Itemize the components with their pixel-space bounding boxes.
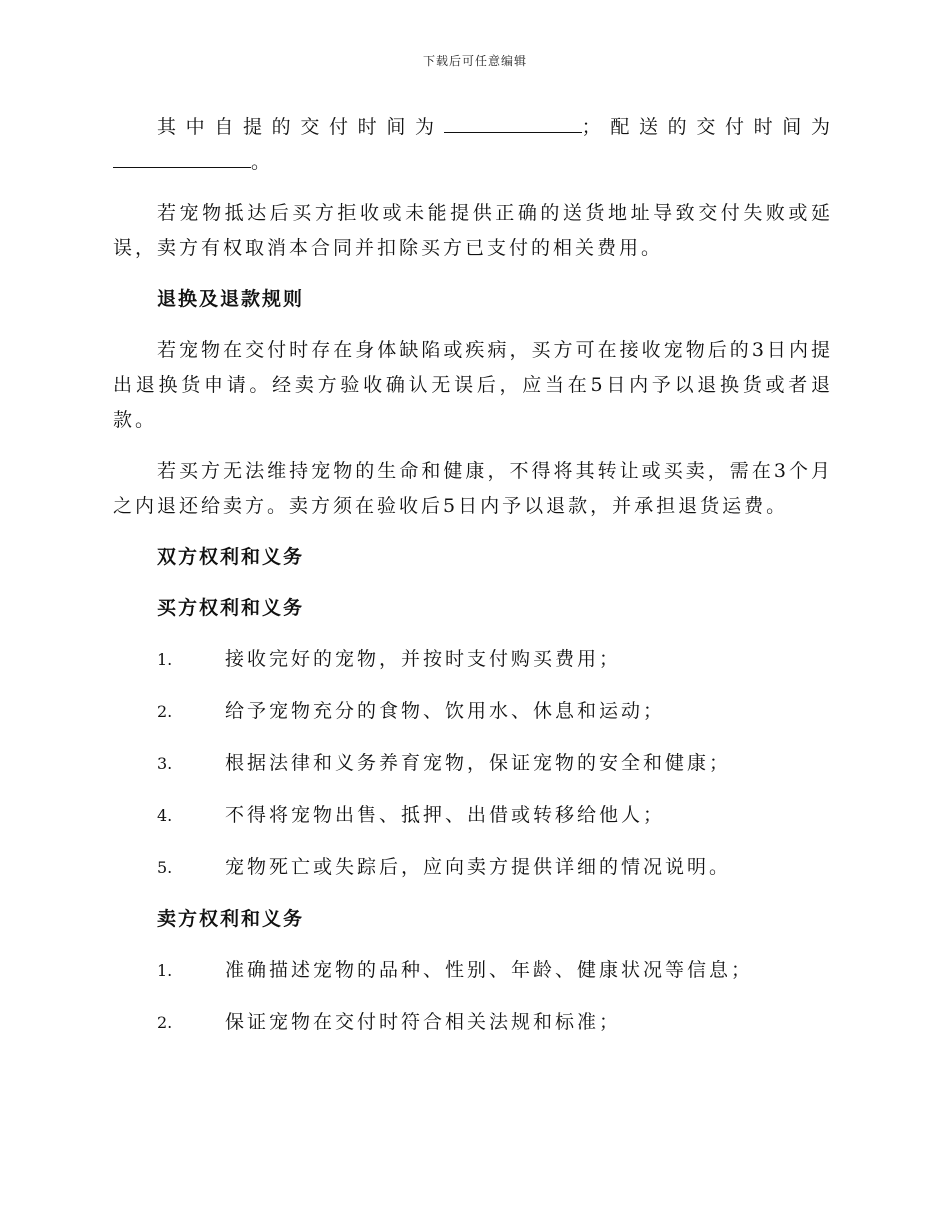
- list-item-text: 接收完好的宠物，并按时支付购买费用；: [225, 648, 622, 670]
- list-item-number: 2.: [157, 1013, 173, 1032]
- list-item-number: 1.: [157, 650, 173, 669]
- list-item-text: 不得将宠物出售、抵押、出借或转移给他人；: [225, 804, 666, 826]
- document-body: [113, 110, 833, 1057]
- list-item: [113, 746, 833, 781]
- seller-heading: 卖方权利和义务: [157, 908, 305, 930]
- buyer-list: [113, 642, 833, 885]
- delivery-blank[interactable]: [113, 145, 251, 168]
- delivery-label: ；配送的交付时间为: [581, 116, 833, 138]
- delivery-time-paragraph: [113, 110, 833, 180]
- self-pickup-blank[interactable]: [444, 110, 582, 133]
- refusal-paragraph: 若宠物抵达后买方拒收或未能提供正确的送货地址导致交付失败或延误，卖方有权取消本合同并扣除买方已支付的相关费用。: [113, 202, 833, 259]
- page-header: 下载后可任意编辑: [422, 54, 527, 68]
- self-pickup-label: 其中自提的交付时间为: [157, 116, 444, 138]
- list-item: [113, 798, 833, 833]
- list-item-number: 4.: [157, 806, 173, 825]
- buyer-heading: 买方权利和义务: [157, 597, 305, 619]
- list-item-text: 根据法律和义务养育宠物，保证宠物的安全和健康；: [225, 752, 732, 774]
- list-item-text: 准确描述宠物的品种、性别、年龄、健康状况等信息；: [225, 959, 754, 981]
- list-item: [113, 1005, 833, 1040]
- list-item-number: 5.: [157, 858, 173, 877]
- list-item-number: 1.: [157, 961, 173, 980]
- rights-heading: 双方权利和义务: [157, 546, 305, 568]
- seller-list: [113, 953, 833, 1040]
- return-heading: 退换及退款规则: [157, 288, 305, 310]
- list-item: [113, 694, 833, 729]
- list-item-number: 2.: [157, 702, 173, 721]
- list-item: [113, 642, 833, 677]
- list-item-text: 给予宠物充分的食物、饮用水、休息和运动；: [225, 700, 666, 722]
- list-item-text: 宠物死亡或失踪后，应向卖方提供详细的情况说明。: [225, 856, 732, 878]
- list-item: [113, 850, 833, 885]
- defect-paragraph: 若宠物在交付时存在身体缺陷或疾病，买方可在接收宠物后的3日内提出退换货申请。经卖方验收确认无误后，应当在5日内予以退换货或者退款。: [113, 339, 833, 431]
- list-item-text: 保证宠物在交付时符合相关法规和标准；: [225, 1011, 622, 1033]
- unable-paragraph: 若买方无法维持宠物的生命和健康，不得将其转让或买卖，需在3个月之内退还给卖方。卖方须在验收后5日内予以退款，并承担退货运费。: [113, 460, 833, 517]
- delivery-end: 。: [251, 151, 274, 173]
- list-item: [113, 953, 833, 988]
- list-item-number: 3.: [157, 754, 173, 773]
